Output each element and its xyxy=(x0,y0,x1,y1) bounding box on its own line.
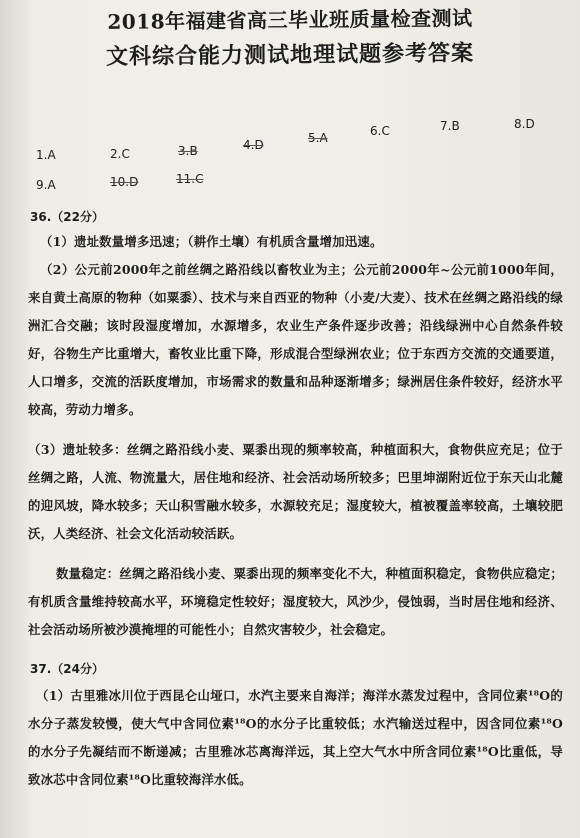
q36-part3-stability: 数量稳定：丝绸之路沿线小麦、粟黍出现的频率变化不大，种植面积稳定，食物供应稳定；有机质含量维持较高水平，环境稳定性较好；湿度较大，风沙少，侵蚀弱，当时居住地和经济、社会活动场所被沙漠掩埋的可能性小；自然灾害较少，社会稳定。 xyxy=(28,566,563,637)
answer-4: 4.D xyxy=(243,138,264,152)
answer-9: 9.A xyxy=(36,178,56,192)
q36-part3: （3）遗址较多：丝绸之路沿线小麦、粟黍出现的频率较高，种植面积大，食物供应充足；位于丝绸之路，人流、物流量大，居住地和经济、社会活动场所较多；巴里坤湖附近位于东天山北麓的迎风坡，降水较多；天山积雪融水较多，水源较充足；湿度较大，植被覆盖率较高，土壤较肥沃，人类经济、社会文化活动较活跃。 xyxy=(28,442,563,541)
document-subtitle: 文科综合能力测试地理试题参考答案 xyxy=(105,40,475,70)
q36-part1: （1）遗址数量增多迅速；（耕作土壤）有机质含量增加迅速。 xyxy=(40,234,383,249)
q37-part1: （1）古里雅冰川位于西昆仑山垭口，水汽主要来自海洋；海洋水蒸发过程中，含同位素¹⁸O的水分子蒸发较慢，使大气中含同位素¹⁸O的水分子比重较低；水汽输送过程中，因含同位素¹⁸O的水分子先凝结而不断递减；古里雅冰芯离海洋远，其上空大气水中所含同位素¹⁸O比重低，导致冰芯中含同位素¹⁸O比重较海洋水低。 xyxy=(28,688,563,787)
q36-part2: （2）公元前2000年之前丝绸之路沿线以畜牧业为主；公元前2000年~公元前1000年间，来自黄土高原的物种（如粟黍）、技术与来自西亚的物种（小麦/大麦）、技术在丝绸之路沿线的绿洲汇合交融；该时段湿度增加，水源增多，农业生产条件逐步改善；沿线绿洲中心自然条件较好，谷物生产比重增大，畜牧业比重下降，形成混合型绿洲农业；位于东西方交流的交通要道，人口增多，交流的活跃度增加，市场需求的数量和品种逐渐增多；绿洲居住条件较好，经济水平较高，劳动力增多。 xyxy=(28,262,563,417)
answer-8: 8.D xyxy=(514,117,535,131)
document-title: 2018年福建省高三毕业班质量检查测试 xyxy=(107,6,473,34)
answer-1: 1.A xyxy=(36,148,56,162)
answer-3: 3.B xyxy=(178,144,198,158)
answer-5: 5.A xyxy=(308,131,328,145)
answer-10: 10.D xyxy=(110,175,139,189)
answer-11: 11.C xyxy=(176,172,204,186)
answer-6: 6.C xyxy=(370,124,390,138)
q36-header: 36.（22分） xyxy=(30,210,104,224)
q37-header: 37.（24分） xyxy=(30,662,104,676)
answer-2: 2.C xyxy=(110,147,130,161)
answer-7: 7.B xyxy=(440,119,460,133)
